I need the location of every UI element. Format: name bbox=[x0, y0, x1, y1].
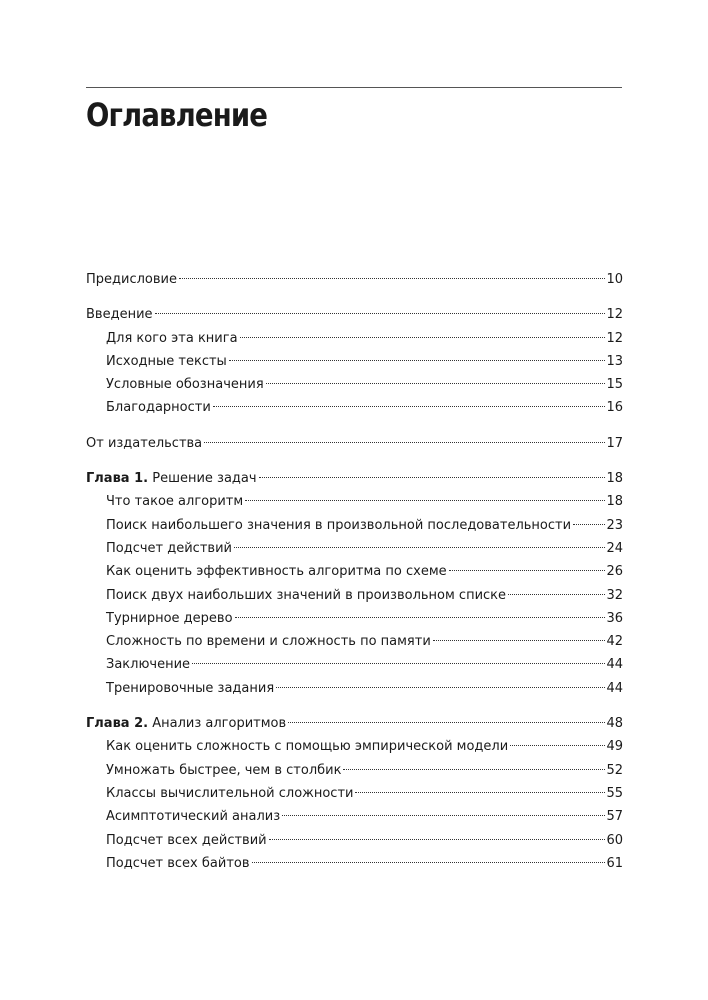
toc-entry-title bbox=[106, 584, 506, 607]
toc-entry-label: Что такое алгоритм bbox=[106, 494, 244, 510]
toc-entry-title bbox=[106, 677, 274, 700]
toc-entry-title bbox=[106, 630, 431, 653]
dot-leader bbox=[288, 722, 605, 723]
dot-leader bbox=[155, 313, 606, 314]
toc-entry-label: Решение задач bbox=[148, 471, 257, 487]
dot-leader bbox=[282, 815, 605, 816]
dot-leader bbox=[355, 792, 605, 793]
toc-entry-title bbox=[106, 759, 341, 782]
toc-entry-label: Как оценить эффективность алгоритма по схеме bbox=[106, 564, 447, 580]
dot-leader bbox=[269, 839, 606, 840]
page-number: 32 bbox=[606, 587, 623, 603]
toc-entry-label: Умножать быстрее, чем в столбик bbox=[106, 762, 342, 778]
toc-entry-title bbox=[106, 560, 447, 583]
page-number: 10 bbox=[606, 272, 623, 287]
toc-entry-title bbox=[106, 735, 508, 758]
toc-entry-title bbox=[106, 653, 190, 676]
toc-entry[interactable] bbox=[86, 303, 623, 326]
page-number: 13 bbox=[606, 353, 623, 369]
page-number: 16 bbox=[606, 400, 623, 416]
toc-subentry[interactable] bbox=[86, 805, 623, 828]
toc-entry-title bbox=[106, 537, 232, 560]
toc-entry[interactable] bbox=[86, 467, 623, 490]
chapter-number: Глава 2. bbox=[86, 716, 149, 732]
page-number: 18 bbox=[606, 494, 623, 510]
toc-entry-label: Подсчет всех действий bbox=[106, 832, 267, 848]
toc-group bbox=[86, 432, 623, 455]
toc-entry-title bbox=[86, 467, 257, 490]
toc-subentry[interactable] bbox=[86, 607, 623, 630]
dot-leader bbox=[573, 524, 605, 525]
toc-entry-title bbox=[106, 373, 264, 396]
toc-entry-label: Асимптотический анализ bbox=[106, 809, 281, 825]
toc-entry-title bbox=[106, 490, 243, 513]
toc-group bbox=[86, 712, 623, 875]
dot-leader bbox=[508, 594, 605, 595]
dot-leader bbox=[179, 278, 605, 279]
page-number: 15 bbox=[606, 377, 623, 393]
toc-entry-title bbox=[86, 268, 177, 291]
toc-entry-title bbox=[106, 829, 267, 852]
toc-entry-title bbox=[106, 852, 250, 875]
page-number: 18 bbox=[606, 471, 623, 487]
toc-group bbox=[86, 467, 623, 700]
dot-leader bbox=[343, 769, 605, 770]
page-number: 60 bbox=[606, 832, 623, 848]
toc-subentry[interactable] bbox=[86, 396, 623, 419]
dot-leader bbox=[229, 360, 606, 361]
dot-leader bbox=[240, 337, 606, 338]
dot-leader bbox=[204, 442, 605, 443]
toc-subentry[interactable] bbox=[86, 537, 623, 560]
toc-subentry[interactable] bbox=[86, 852, 623, 875]
page-number: 23 bbox=[606, 517, 623, 533]
toc-entry-title bbox=[106, 782, 353, 805]
toc-subentry[interactable] bbox=[86, 514, 623, 537]
page-number: 44 bbox=[606, 680, 623, 696]
toc-entry-label: Условные обозначения bbox=[106, 377, 264, 393]
toc-subentry[interactable] bbox=[86, 327, 623, 350]
dot-leader bbox=[510, 745, 605, 746]
toc-entry-label: Поиск двух наибольших значений в произвольном списке bbox=[106, 587, 507, 603]
page-number: 42 bbox=[606, 634, 623, 650]
toc-entry-label: Поиск наибольшего значения в произвольной последовательности bbox=[106, 517, 572, 533]
toc-entry-label: Сложность по времени и сложность по памяти bbox=[106, 634, 431, 650]
dot-leader bbox=[252, 862, 606, 863]
dot-leader bbox=[259, 477, 606, 478]
toc-entry-label: Для кого эта книга bbox=[106, 330, 238, 346]
toc-subentry[interactable] bbox=[86, 373, 623, 396]
chapter-number: Глава 1. bbox=[86, 471, 149, 487]
toc-entry-title bbox=[106, 327, 238, 350]
toc-subentry[interactable] bbox=[86, 584, 623, 607]
page-number: 49 bbox=[606, 739, 623, 755]
toc-entry-title bbox=[86, 303, 153, 326]
toc-entry[interactable] bbox=[86, 712, 623, 735]
toc-entry-label: Благодарности bbox=[106, 400, 211, 416]
toc-subentry[interactable] bbox=[86, 829, 623, 852]
toc-subentry[interactable] bbox=[86, 759, 623, 782]
page-number: 55 bbox=[606, 785, 623, 801]
page-number: 26 bbox=[606, 564, 623, 580]
toc-entry-label: Как оценить сложность с помощью эмпирической модели bbox=[106, 739, 509, 755]
toc-subentry[interactable] bbox=[86, 677, 623, 700]
dot-leader bbox=[192, 663, 605, 664]
top-rule bbox=[86, 87, 622, 88]
toc-group bbox=[86, 303, 623, 419]
toc-entry[interactable] bbox=[86, 432, 623, 455]
dot-leader bbox=[245, 500, 605, 501]
page-number: 52 bbox=[606, 762, 623, 778]
page-number: 36 bbox=[606, 610, 623, 626]
toc-subentry[interactable] bbox=[86, 653, 623, 676]
toc-entry-label: Турнирное дерево bbox=[106, 610, 233, 626]
toc-entry[interactable] bbox=[86, 268, 623, 291]
toc-subentry[interactable] bbox=[86, 350, 623, 373]
toc-subentry[interactable] bbox=[86, 782, 623, 805]
toc-entry-label: Исходные тексты bbox=[106, 353, 227, 369]
page-number: 61 bbox=[606, 855, 623, 871]
toc-entry-label: Предисловие bbox=[86, 272, 177, 287]
toc-entry-label: Введение bbox=[86, 307, 153, 323]
toc-entry-title bbox=[106, 805, 280, 828]
toc-entry-label: Анализ алгоритмов bbox=[148, 716, 287, 732]
toc-entry-label: От издательства bbox=[86, 435, 203, 451]
toc-entry-label: Подсчет действий bbox=[106, 540, 232, 556]
toc-entry-title bbox=[106, 396, 211, 419]
toc-entry-title bbox=[86, 432, 202, 455]
dot-leader bbox=[449, 570, 606, 571]
page-number: 57 bbox=[606, 809, 623, 825]
page-number: 12 bbox=[606, 330, 623, 346]
toc-entry-label: Тренировочные задания bbox=[106, 680, 275, 696]
page-number: 48 bbox=[606, 716, 623, 732]
dot-leader bbox=[276, 687, 605, 688]
page-number: 17 bbox=[606, 435, 623, 451]
toc-subentry[interactable] bbox=[86, 560, 623, 583]
toc-entry-title bbox=[86, 712, 286, 735]
toc-entry-title bbox=[106, 514, 571, 537]
table-of-contents bbox=[86, 268, 623, 887]
dot-leader bbox=[433, 640, 606, 641]
toc-group bbox=[86, 268, 623, 291]
toc-entry-label: Классы вычислительной сложности bbox=[106, 785, 354, 801]
page-number: 44 bbox=[606, 657, 623, 673]
page-title: Оглавление bbox=[86, 96, 268, 134]
dot-leader bbox=[266, 383, 606, 384]
toc-subentry[interactable] bbox=[86, 630, 623, 653]
toc-entry-title bbox=[106, 350, 227, 373]
toc-entry-label: Подсчет всех байтов bbox=[106, 855, 250, 871]
toc-entry-label: Заключение bbox=[106, 657, 191, 673]
dot-leader bbox=[234, 547, 605, 548]
dot-leader bbox=[213, 406, 606, 407]
toc-subentry[interactable] bbox=[86, 490, 623, 513]
page-number: 24 bbox=[606, 540, 623, 556]
toc-entry-title bbox=[106, 607, 233, 630]
dot-leader bbox=[235, 617, 606, 618]
toc-subentry[interactable] bbox=[86, 735, 623, 758]
page-number: 12 bbox=[606, 307, 623, 323]
